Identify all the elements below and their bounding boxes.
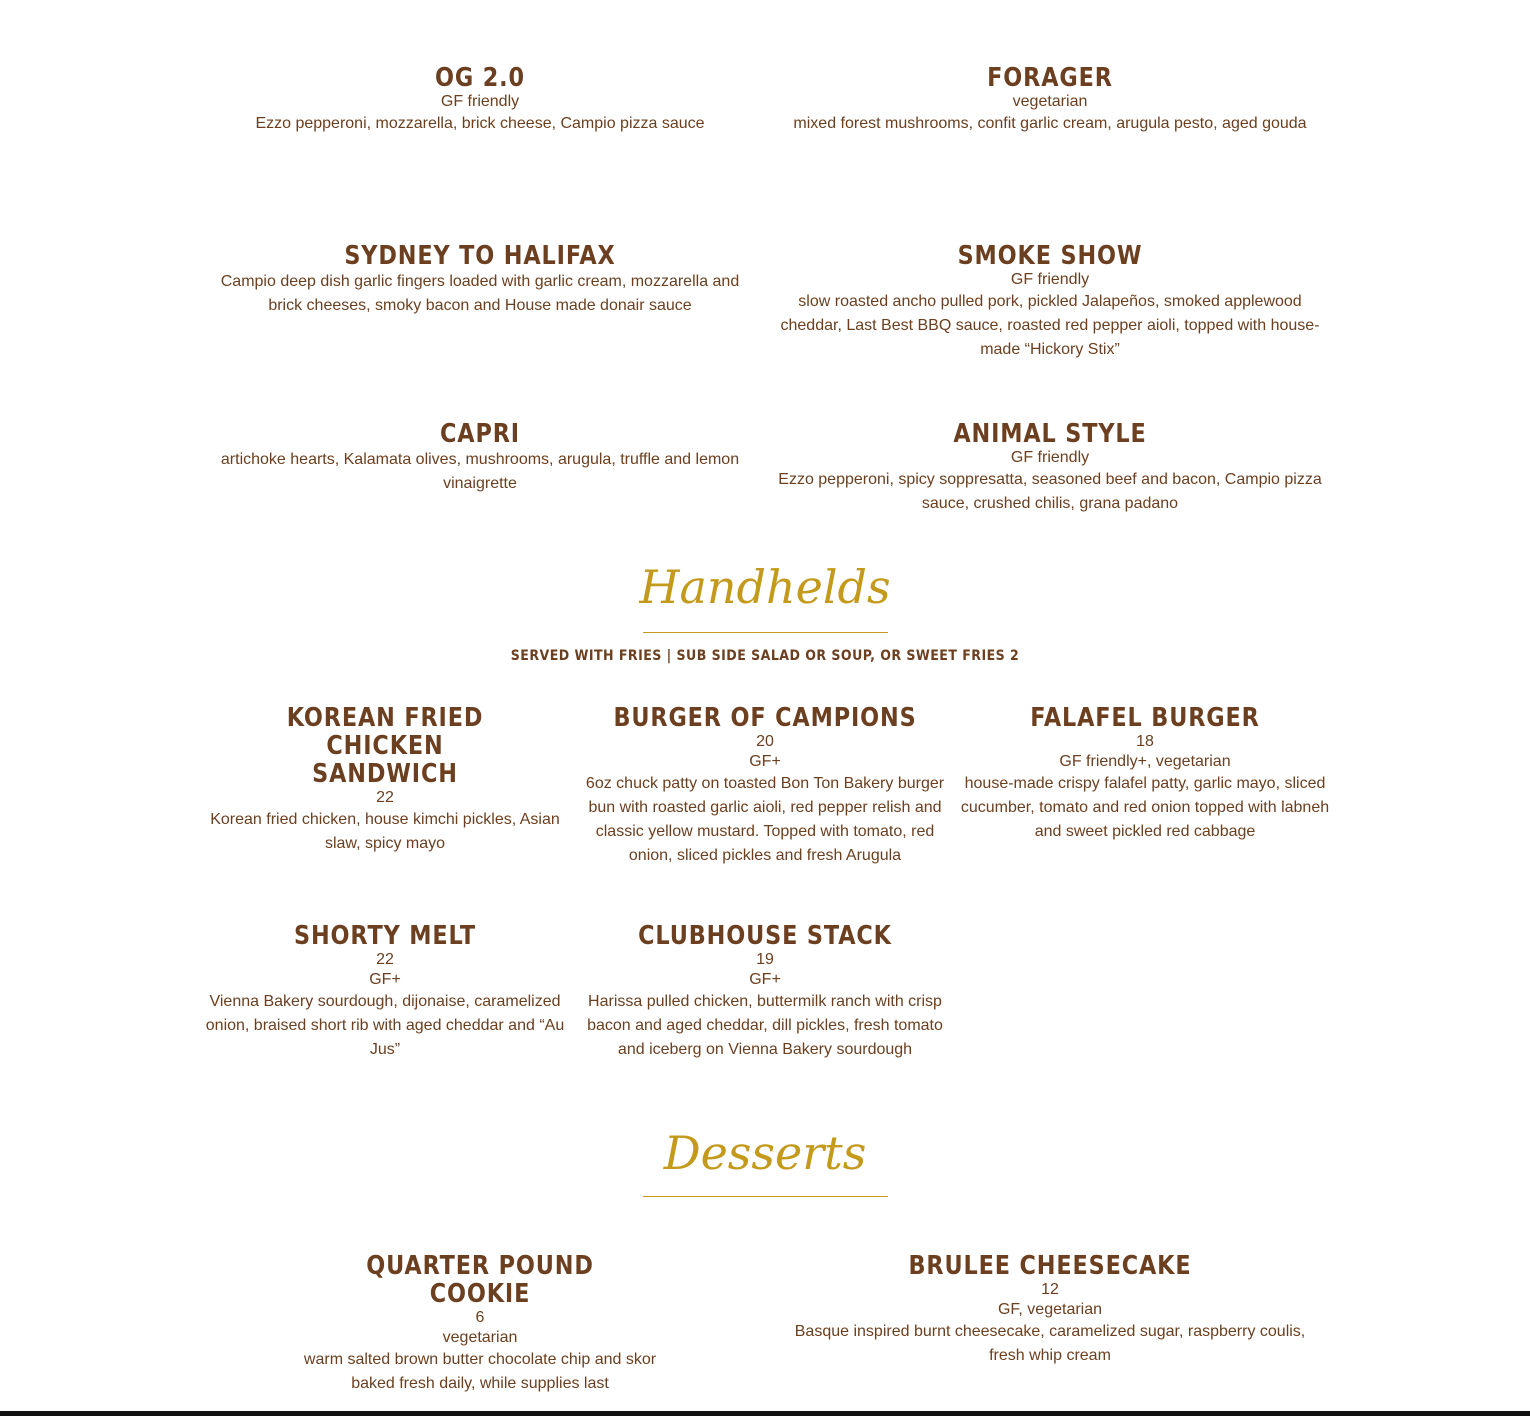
item-description: slow roasted ancho pulled pork, pickled Jalapeños, smoked applewood cheddar, Last Best BBQ sauce, roasted red pepper aioli, topped with house-made “Hickory Stix” xyxy=(780,293,1320,358)
item-name: FORAGER xyxy=(987,63,1113,93)
item-name: BRULEE CHEESECAKE xyxy=(908,1251,1192,1281)
item-name: SYDNEY TO HALIFAX xyxy=(344,241,616,271)
item-description: Campio deep dish garlic fingers loaded with garlic cream, mozzarella and brick cheeses, smoky bacon and House made donair sauce xyxy=(220,273,740,314)
item-description: warm salted brown butter chocolate chip and skor baked fresh daily, while supplies last xyxy=(303,1351,657,1392)
item-name: CLUBHOUSE STACK xyxy=(638,921,892,951)
item-price: 18 xyxy=(1136,733,1154,750)
menu-item-brulee-cheesecake xyxy=(785,1252,1315,1368)
section-title-desserts: Desserts xyxy=(663,1126,867,1180)
item-tag: GF+ xyxy=(369,971,401,988)
menu-item-smoke-show xyxy=(775,242,1325,362)
item-price: 22 xyxy=(376,951,394,968)
section-divider xyxy=(643,632,888,633)
menu-item-animal-style xyxy=(775,420,1325,516)
item-description: 6oz chuck patty on toasted Bon Ton Bakery burger bun with roasted garlic aioli, red pepper relish and classic yellow mustard. Topped with tomato, red onion, sliced pickles and fresh Arugula xyxy=(585,775,945,864)
item-tag: GF friendly xyxy=(440,93,520,110)
item-description: mixed forest mushrooms, confit garlic cream, arugula pesto, aged gouda xyxy=(793,115,1307,132)
item-price: 20 xyxy=(756,733,774,750)
item-description: Vienna Bakery sourdough, dijonaise, caramelized onion, braised short rib with aged cheddar and “Au Jus” xyxy=(205,993,565,1058)
item-price: 22 xyxy=(376,789,394,806)
item-name: OG 2.0 xyxy=(435,63,525,93)
menu-item-shorty-melt xyxy=(200,922,570,1062)
item-description: house-made crispy falafel patty, garlic mayo, sliced cucumber, tomato and red onion topped with labneh and sweet pickled red cabbage xyxy=(960,775,1330,840)
item-description: Ezzo pepperoni, mozzarella, brick cheese, Campio pizza sauce xyxy=(255,115,705,132)
item-description: artichoke hearts, Kalamata olives, mushrooms, arugula, truffle and lemon vinaigrette xyxy=(220,451,740,492)
item-description: Harissa pulled chicken, buttermilk ranch with crisp bacon and aged cheddar, dill pickles, fresh tomato and iceberg on Vienna Bakery sourdough xyxy=(587,993,943,1058)
menu-item-quarter-pound-cookie xyxy=(290,1252,670,1396)
menu-item-forager xyxy=(775,64,1325,136)
item-price: 19 xyxy=(756,951,774,968)
item-name: SMOKE SHOW xyxy=(957,241,1143,271)
item-tag: vegetarian xyxy=(1012,93,1088,110)
menu-item-capri xyxy=(210,420,750,496)
menu-item-og-2 xyxy=(210,64,750,136)
item-price: 12 xyxy=(1041,1281,1059,1298)
item-tag: GF friendly xyxy=(1010,271,1090,288)
item-name: BURGER OF CAMPIONS xyxy=(613,703,917,733)
item-tag: GF friendly xyxy=(1010,449,1090,466)
item-name: KOREAN FRIED CHICKEN SANDWICH xyxy=(286,703,484,789)
section-subtitle: SERVED WITH FRIES | SUB SIDE SALAD OR SOUP, OR SWEET FRIES 2 xyxy=(510,648,1020,664)
section-title-handhelds: Handhelds xyxy=(639,560,891,614)
item-description: Korean fried chicken, house kimchi pickles, Asian slaw, spicy mayo xyxy=(210,811,560,852)
item-price: 6 xyxy=(475,1309,485,1326)
item-name: SHORTY MELT xyxy=(293,921,477,951)
item-description: Basque inspired burnt cheesecake, caramelized sugar, raspberry coulis, fresh whip cream xyxy=(794,1323,1306,1364)
item-tag: GF+ xyxy=(749,753,781,770)
item-tag: vegetarian xyxy=(442,1329,518,1346)
menu-item-burger-of-campions xyxy=(580,704,950,868)
item-name: CAPRI xyxy=(440,419,520,449)
item-name: FALAFEL BURGER xyxy=(1030,703,1260,733)
menu-item-korean-fried-chicken xyxy=(200,704,570,856)
item-tag: GF+ xyxy=(749,971,781,988)
menu-item-sydney-to-halifax xyxy=(210,242,750,318)
item-tag: GF, vegetarian xyxy=(997,1301,1103,1318)
menu-item-falafel-burger xyxy=(960,704,1330,844)
item-description: Ezzo pepperoni, spicy soppresatta, seasoned beef and bacon, Campio pizza sauce, crushed chilis, grana padano xyxy=(778,471,1322,512)
item-tag: GF friendly+, vegetarian xyxy=(1059,753,1231,770)
section-divider xyxy=(643,1196,888,1197)
menu-item-clubhouse-stack xyxy=(580,922,950,1062)
item-name: ANIMAL STYLE xyxy=(953,419,1147,449)
item-name: QUARTER POUND COOKIE xyxy=(366,1251,594,1309)
bottom-border xyxy=(0,1411,1530,1416)
